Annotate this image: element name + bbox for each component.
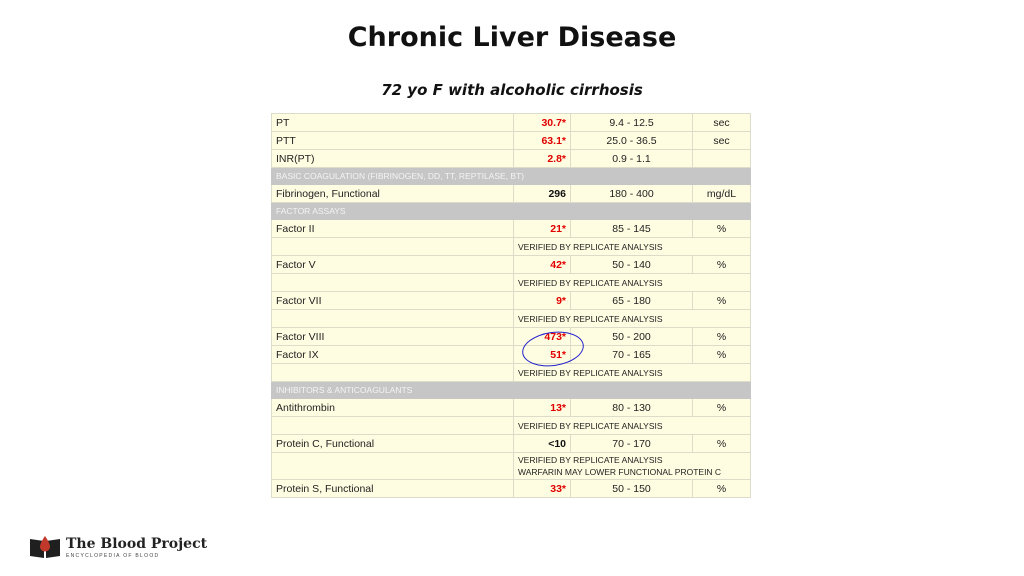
result-row (272, 328, 751, 346)
section-header-label: INHIBITORS & ANTICOAGULANTS (272, 382, 751, 399)
result-value: 296 (514, 185, 571, 203)
case-subtitle: 72 yo F with alcoholic cirrhosis (381, 81, 643, 99)
result-value: 63.1* (514, 132, 571, 150)
result-unit: sec (693, 114, 751, 132)
verification-note-row (272, 364, 751, 382)
test-name: PT (272, 114, 514, 132)
note-spacer-cell (272, 310, 514, 328)
verification-note (514, 274, 751, 292)
result-unit: % (693, 480, 751, 498)
note-spacer-cell (272, 274, 514, 292)
result-row (272, 399, 751, 417)
test-name: Factor V (272, 256, 514, 274)
note-line: VERIFIED BY REPLICATE ANALYSIS (518, 241, 663, 252)
note-line: VERIFIED BY REPLICATE ANALYSIS (518, 420, 663, 431)
verification-note (514, 453, 751, 480)
result-unit: % (693, 292, 751, 310)
test-name: Factor VII (272, 292, 514, 310)
result-row (272, 150, 751, 168)
verification-note-row (272, 453, 751, 480)
test-name: Factor II (272, 220, 514, 238)
reference-range: 70 - 170 (571, 435, 693, 453)
result-unit: % (693, 399, 751, 417)
result-value: 9* (514, 292, 571, 310)
result-unit: % (693, 256, 751, 274)
logo-tagline: ENCYCLOPEDIA OF BLOOD (66, 553, 160, 559)
note-spacer-cell (272, 453, 514, 480)
result-value: 473* (514, 328, 571, 346)
section-header-row (272, 203, 751, 220)
note-spacer-cell (272, 238, 514, 256)
section-header-row (272, 168, 751, 185)
note-line: WARFARIN MAY LOWER FUNCTIONAL PROTEIN C (518, 467, 722, 477)
result-value: 13* (514, 399, 571, 417)
result-row (272, 435, 751, 453)
result-row (272, 292, 751, 310)
reference-range: 65 - 180 (571, 292, 693, 310)
note-spacer-cell (272, 417, 514, 435)
result-row (272, 132, 751, 150)
test-name: Factor IX (272, 346, 514, 364)
reference-range: 70 - 165 (571, 346, 693, 364)
verification-note-row (272, 238, 751, 256)
test-name: Fibrinogen, Functional (272, 185, 514, 203)
result-value: 30.7* (514, 114, 571, 132)
result-row (272, 480, 751, 498)
result-value: <10 (514, 435, 571, 453)
result-unit: sec (693, 132, 751, 150)
result-unit: % (693, 435, 751, 453)
result-value: 21* (514, 220, 571, 238)
book-drop-icon (28, 534, 62, 560)
result-row (272, 346, 751, 364)
result-row (272, 114, 751, 132)
verification-note-row (272, 274, 751, 292)
test-name: INR(PT) (272, 150, 514, 168)
note-line: VERIFIED BY REPLICATE ANALYSIS (518, 277, 663, 288)
reference-range: 9.4 - 12.5 (571, 114, 693, 132)
section-header-label: BASIC COAGULATION (FIBRINOGEN, DD, TT, REPTILASE, BT) (272, 168, 751, 185)
logo-name: The Blood Project (66, 536, 208, 552)
result-value: 33* (514, 480, 571, 498)
result-value: 2.8* (514, 150, 571, 168)
note-spacer-cell (272, 364, 514, 382)
result-row (272, 220, 751, 238)
result-value: 42* (514, 256, 571, 274)
result-unit: % (693, 220, 751, 238)
result-unit (693, 150, 751, 168)
result-unit: mg/dL (693, 185, 751, 203)
section-header-row (272, 382, 751, 399)
test-name: Protein S, Functional (272, 480, 514, 498)
note-line: VERIFIED BY REPLICATE ANALYSIS (518, 367, 663, 378)
page-title: Chronic Liver Disease (347, 22, 677, 53)
test-name: Protein C, Functional (272, 435, 514, 453)
reference-range: 0.9 - 1.1 (571, 150, 693, 168)
reference-range: 50 - 150 (571, 480, 693, 498)
test-name: Antithrombin (272, 399, 514, 417)
test-name: Factor VIII (272, 328, 514, 346)
result-row (272, 256, 751, 274)
result-row (272, 185, 751, 203)
result-value: 51* (514, 346, 571, 364)
reference-range: 85 - 145 (571, 220, 693, 238)
lab-results-table (271, 113, 751, 498)
reference-range: 50 - 140 (571, 256, 693, 274)
test-name: PTT (272, 132, 514, 150)
result-unit: % (693, 346, 751, 364)
verification-note-row (272, 310, 751, 328)
result-unit: % (693, 328, 751, 346)
verification-note (514, 238, 751, 256)
reference-range: 180 - 400 (571, 185, 693, 203)
verification-note (514, 310, 751, 328)
reference-range: 80 - 130 (571, 399, 693, 417)
note-line: VERIFIED BY REPLICATE ANALYSIS (518, 455, 663, 465)
note-line: VERIFIED BY REPLICATE ANALYSIS (518, 313, 663, 324)
reference-range: 50 - 200 (571, 328, 693, 346)
verification-note-row (272, 417, 751, 435)
section-header-label: FACTOR ASSAYS (272, 203, 751, 220)
reference-range: 25.0 - 36.5 (571, 132, 693, 150)
verification-note (514, 417, 751, 435)
